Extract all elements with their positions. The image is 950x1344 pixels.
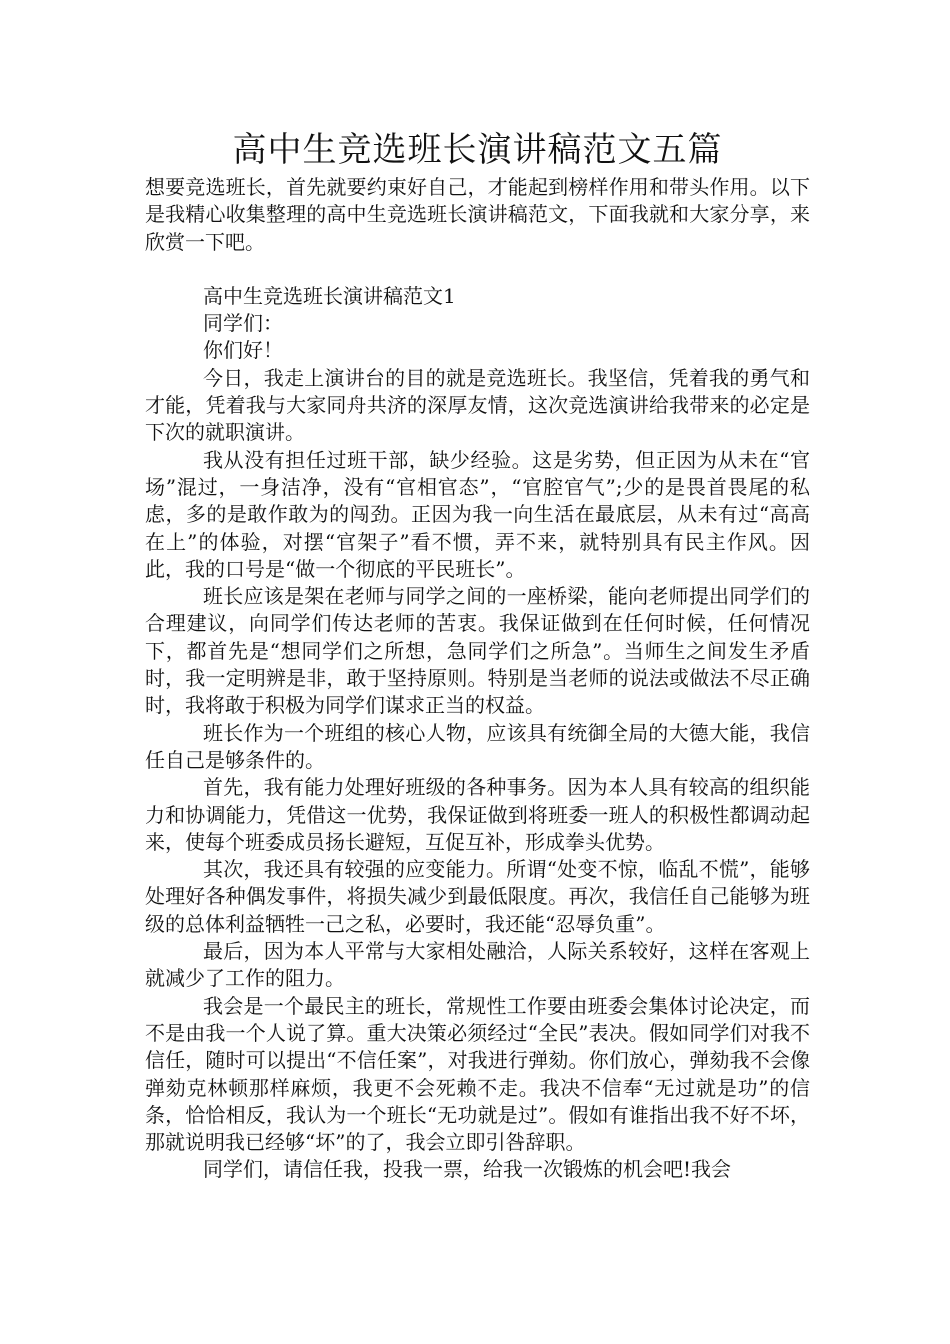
body-paragraph: 班长作为一个班组的核心人物，应该具有统御全局的大德大能，我信任自己是够条件的。 <box>145 720 810 772</box>
greeting-classmates: 同学们： <box>203 311 283 336</box>
body-paragraph: 班长应该是架在老师与同学之间的一座桥梁，能向老师提出同学们的合理建议，向同学们传达老师的苦衷。我保证做到在任何时候，任何情况下，都首先是“想同学们之所想，急同学们之所急”。当师生之间发生矛盾时，我一定明辨是非，敢于坚持原则。特别是当老师的说法或做法不尽正确时，我将敢于积极为同学们谋求正当的权益。 <box>145 584 810 718</box>
section-heading: 高中生竞选班长演讲稿范文1 <box>203 283 456 308</box>
body-paragraph: 首先，我有能力处理好班级的各种事务。因为本人具有较高的组织能力和协调能力，凭借这一优势，我保证做到将班委一班人的积极性都调动起来，使每个班委成员扬长避短，互促互补，形成拳头优势。 <box>145 775 810 854</box>
body-paragraph: 其次，我还具有较强的应变能力。所谓“处变不惊，临乱不慌”，能够处理好各种偶发事件，将损失减少到最低限度。再次，我信任自己能够为班级的总体利益牺牲一己之私，必要时，我还能“忍辱负重”。 <box>145 857 810 936</box>
body-paragraph: 最后，因为本人平常与大家相处融洽，人际关系较好，这样在客观上就减少了工作的阻力。 <box>145 939 810 991</box>
body-paragraph: 同学们，请信任我，投我一票，给我一次锻炼的机会吧!我会 <box>203 1157 732 1182</box>
body-paragraph: 今日，我走上演讲台的目的就是竞选班长。我坚信，凭着我的勇气和才能，凭着我与大家同舟共济的深厚友情，这次竞选演讲给我带来的必定是下次的就职演讲。 <box>145 365 810 445</box>
blank-line <box>145 256 810 283</box>
document-title: 高中生竞选班长演讲稿范文五篇 <box>232 130 723 170</box>
document-page <box>145 128 810 1184</box>
intro-paragraph: 想要竞选班长，首先就要约束好自己，才能起到榜样作用和带头作用。以下是我精心收集整理的高中生竞选班长演讲稿范文，下面我就和大家分享，来欣赏一下吧。 <box>145 175 810 254</box>
body-paragraph: 我会是一个最民主的班长，常规性工作要由班委会集体讨论决定，而不是由我一个人说了算。重大决策必须经过“全民”表决。假如同学们对我不信任，随时可以提出“不信任案”，对我进行弹劾。你们放心，弹劾我不会像弹劾克林顿那样麻烦，我更不会死赖不走。我决不信奉“无过就是功”的信条，恰恰相反，我认为一个班长“无功就是过”。假如有谁指出我不好不坏，那就说明我已经够“坏”的了，我会立即引咎辞职。 <box>145 993 810 1155</box>
greeting-hello: 你们好！ <box>203 338 283 363</box>
body-paragraph: 我从没有担任过班干部，缺少经验。这是劣势，但正因为从未在“官场”混过，一身洁净，没有“官相官态”，“官腔官气”;少的是畏首畏尾的私虑，多的是敢作敢为的闯劲。正因为我一向生活在最底层，从未有过“高高在上”的体验，对摆“官架子”看不惯，弄不来，就特别具有民主作风。因此，我的口号是“做一个彻底的平民班长”。 <box>145 447 810 581</box>
